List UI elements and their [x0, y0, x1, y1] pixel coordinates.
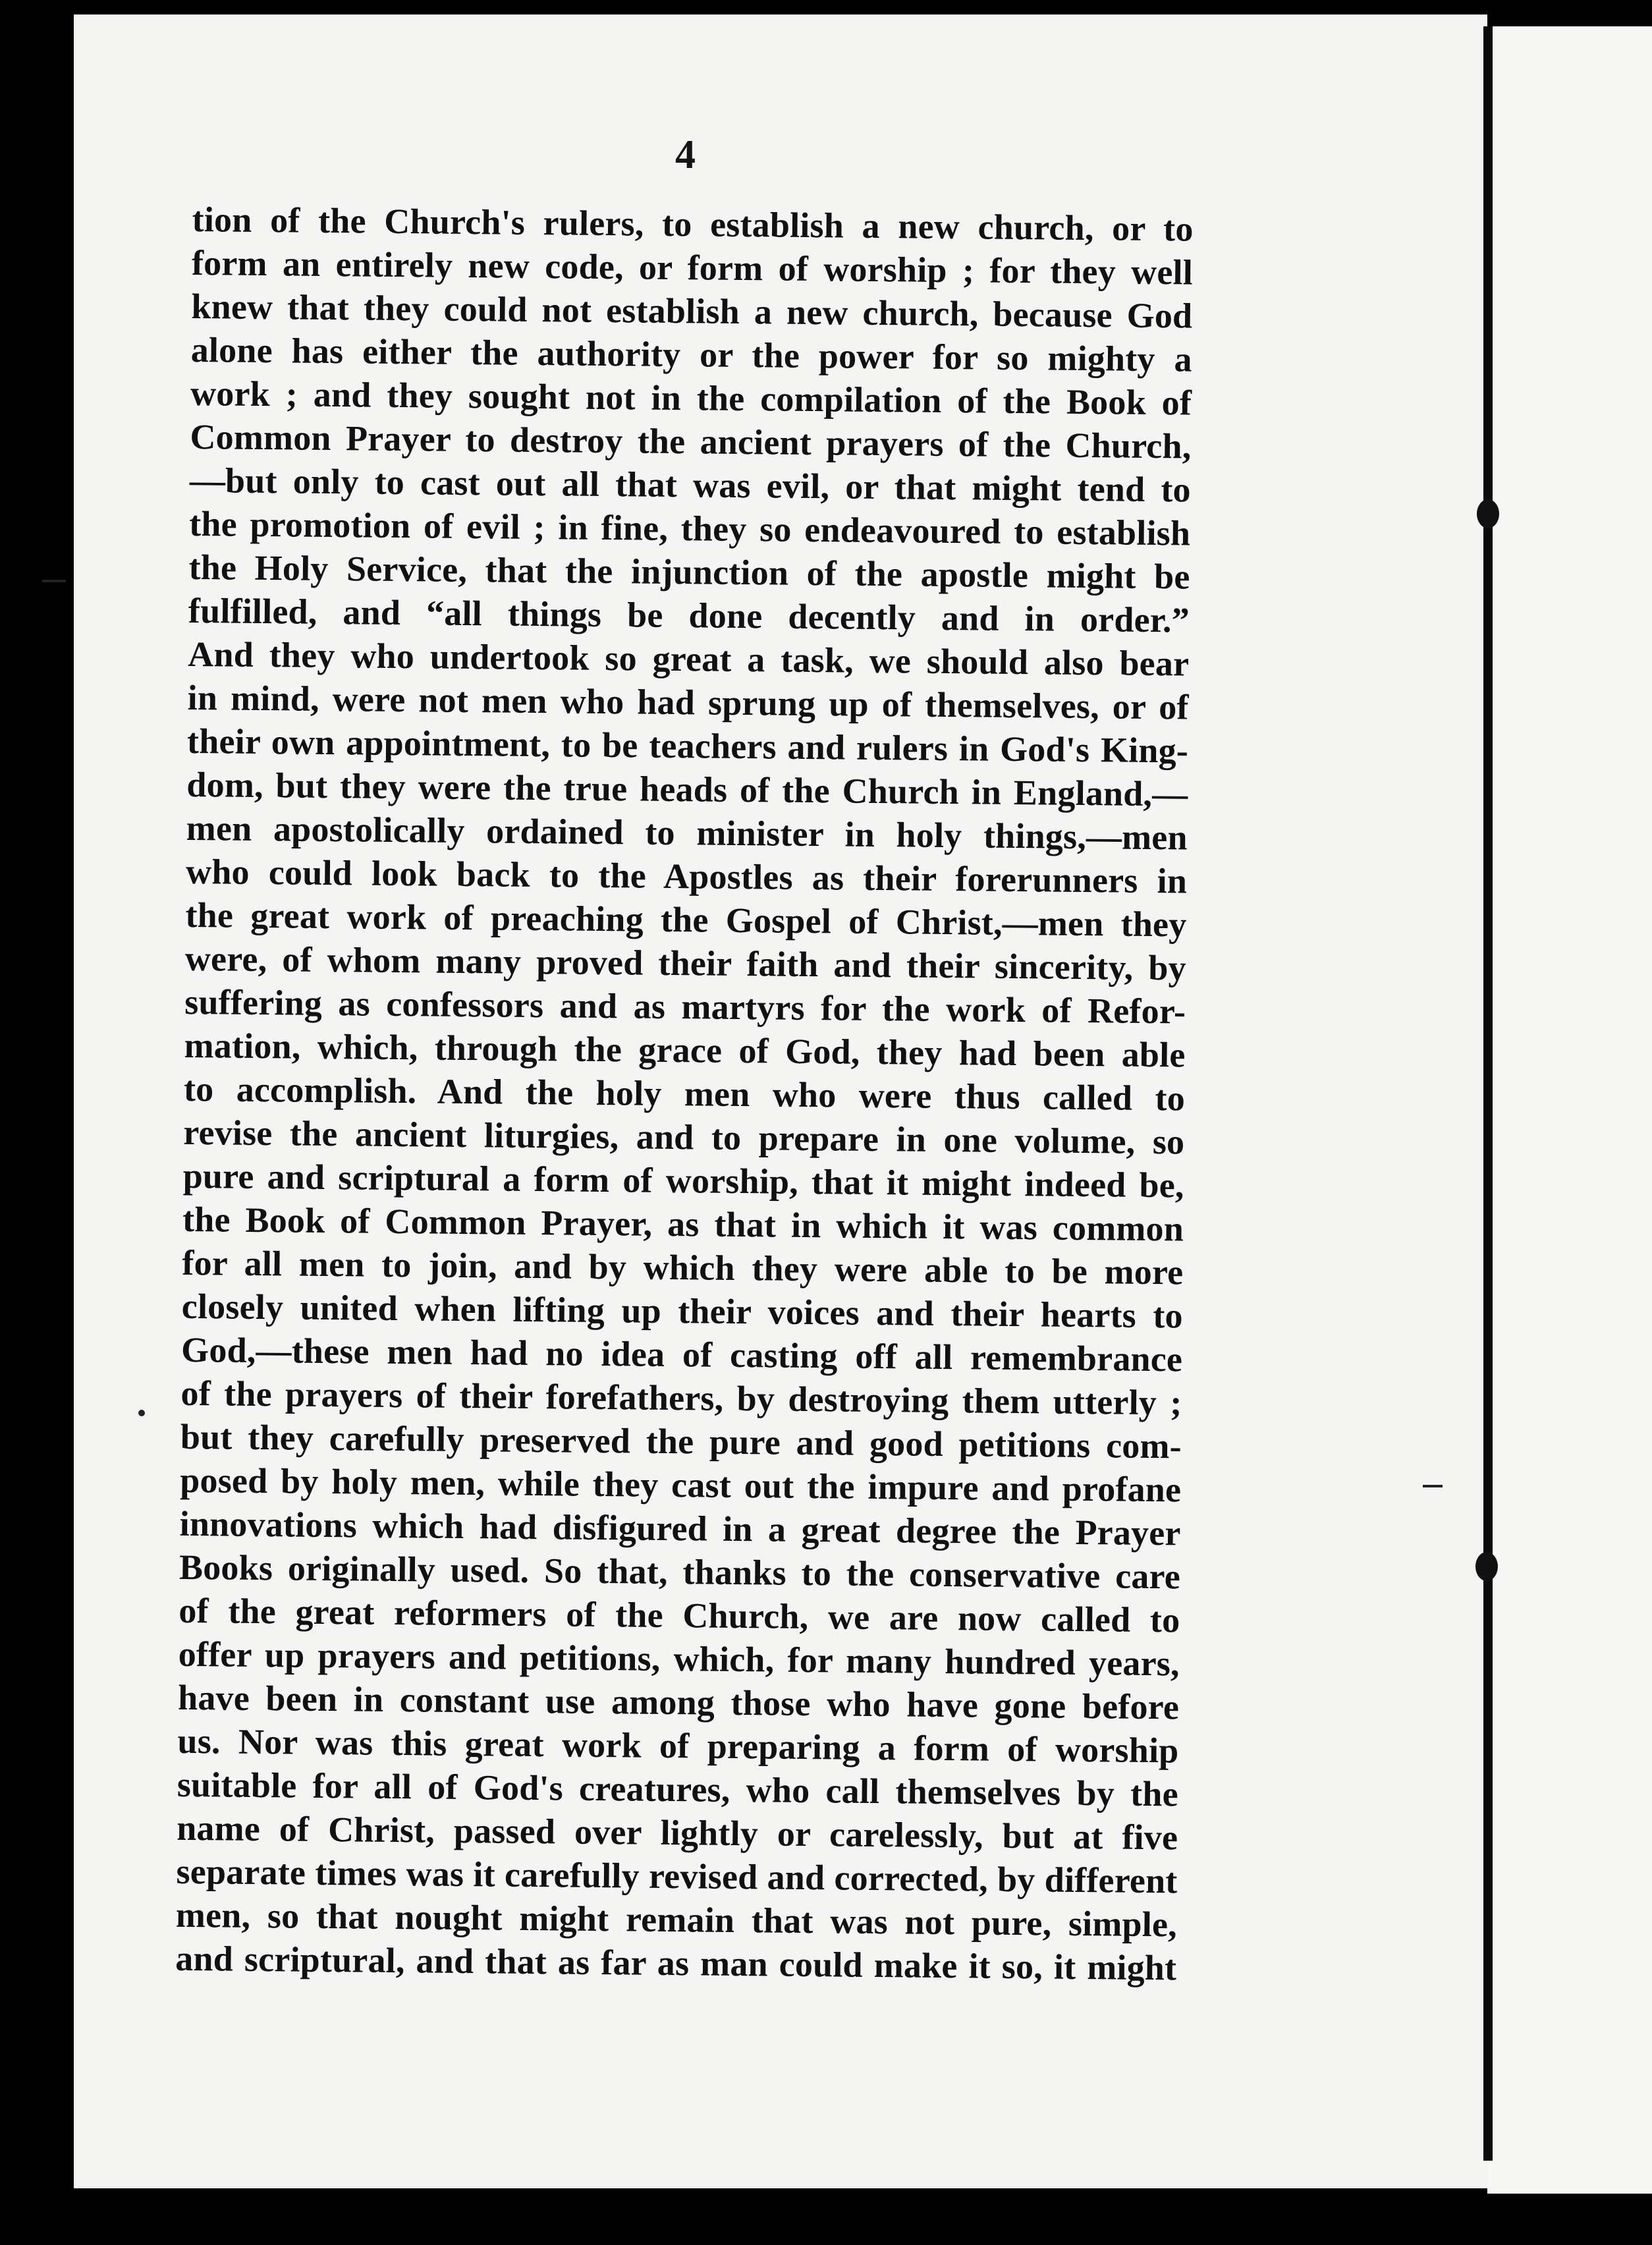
text-line: fulfilled, and “all things be done decently and in order.” [188, 590, 1190, 640]
text-line: God,—these men had no idea of casting off all remembrance [180, 1329, 1183, 1379]
text-line: mation, which, through the grace of God, they had been able [184, 1025, 1186, 1075]
text-line: closely united when lifting up their voices and their hearts to [181, 1286, 1184, 1336]
page-number: 4 [675, 132, 696, 177]
text-line: to accomplish. And the holy men who were thus called to [183, 1068, 1186, 1119]
text-line: tion of the Church's rulers, to establish a new church, or to [192, 199, 1194, 249]
margin-speck [138, 1410, 145, 1416]
text-line: who could look back to the Apostles as their forerunners in [185, 851, 1188, 901]
text-line: of the great reformers of the Church, we are now called to [179, 1590, 1180, 1640]
text-line: offer up prayers and petitions, which, for many hundred years, [178, 1634, 1180, 1684]
text-line: Common Prayer to destroy the ancient prayers of the Church, [190, 416, 1192, 466]
text-line: their own appointment, to be teachers and rulers in God's King- [186, 721, 1189, 771]
text-line: but they carefully preserved the pure and good petitions com- [180, 1416, 1182, 1466]
text-line: of the prayers of their forefathers, by destroying them utterly ; [180, 1373, 1182, 1423]
text-line: —but only to cast out all that was evil, or that might tend to [189, 460, 1192, 510]
text-line: us. Nor was this great work of preparing a form of worship [177, 1721, 1179, 1771]
text-line: suitable for all of God's creatures, who call themselves by the [177, 1764, 1179, 1814]
text-line: And they who undertook so great a task, we should also bear [188, 634, 1190, 684]
text-line: men, so that nought might remain that was not pure, simple, [175, 1895, 1178, 1945]
text-line: work ; and they sought not in the compilation of the Book of [190, 373, 1192, 423]
margin-speck [1423, 1485, 1443, 1487]
text-line: for all men to join, and by which they were able to be more [182, 1242, 1184, 1292]
text-line: separate times was it carefully revised and corrected, by different [176, 1851, 1178, 1901]
text-line: men apostolically ordained to minister in holy things,—men [186, 808, 1188, 858]
binding-dot-icon [1475, 1552, 1498, 1581]
text-line: the promotion of evil ; in fine, they so endeavoured to establish [188, 503, 1191, 553]
text-line: alone has either the authority or the power for so mighty a [190, 329, 1193, 379]
text-line: Books originally used. So that, thanks to the conservative care [179, 1547, 1181, 1597]
text-line: revise the ancient liturgies, and to prepare in one volume, so [183, 1112, 1185, 1162]
body-text [175, 198, 1194, 1989]
text-line: have been in constant use among those who have gone before [177, 1677, 1180, 1727]
text-line: the great work of preaching the Gospel of Christ,—men they [185, 895, 1187, 945]
text-line: suffering as confessors and as martyrs for the work of Refor- [184, 982, 1186, 1032]
text-line: form an entirely new code, or form of worship ; for they well [191, 242, 1194, 292]
facing-page-edge [1487, 26, 1652, 2194]
text-line: pure and scriptural a form of worship, that it might indeed be, [182, 1155, 1184, 1206]
text-line: were, of whom many proved their faith and their sincerity, by [184, 938, 1187, 988]
text-line: innovations which had disfigured in a great degree the Prayer [179, 1503, 1181, 1553]
text-line: knew that they could not establish a new church, because God [191, 286, 1193, 336]
binding-gutter-line [1483, 26, 1493, 2161]
text-line: the Holy Service, that the injunction of the apostle might be [188, 547, 1190, 597]
text-line: and scriptural, and that as far as man could make it so, it might [175, 1938, 1177, 1988]
text-line: in mind, were not men who had sprung up of themselves, or of [187, 677, 1189, 727]
text-line: name of Christ, passed over lightly or carelessly, but at five [176, 1808, 1178, 1858]
text-line: the Book of Common Prayer, as that in which it was common [182, 1199, 1184, 1249]
text-line: dom, but they were the true heads of the Church in England,— [186, 764, 1188, 814]
text-line: posed by holy men, while they cast out the impure and profane [180, 1460, 1182, 1510]
binding-dot-icon [1477, 499, 1499, 528]
margin-speck [42, 580, 66, 582]
